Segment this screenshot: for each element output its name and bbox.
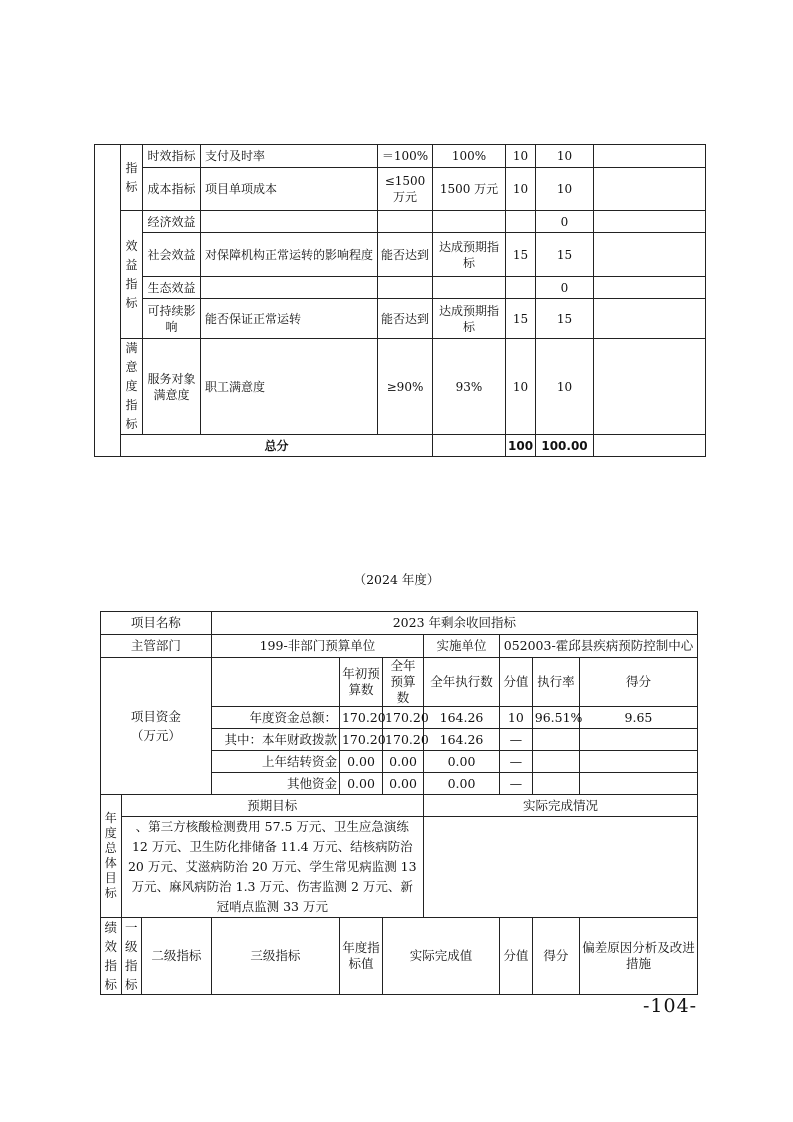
- funds-executed: 164.26: [424, 729, 500, 751]
- funds-label: 项目资金（万元）: [101, 658, 212, 795]
- blank-merged-cell: [95, 145, 121, 457]
- note-cell: [594, 277, 706, 299]
- weight-cell: 15: [506, 233, 536, 277]
- funds-header-blank: [211, 658, 339, 707]
- actual-cell: 达成预期指标: [433, 233, 506, 277]
- level1-benefit-label: 效 益 指 标: [121, 211, 143, 339]
- total-label: 总分: [121, 435, 433, 457]
- funds-rate: 96.51%: [532, 707, 579, 729]
- target-cell: ≤1500万元: [378, 168, 433, 211]
- note-cell: [594, 339, 706, 435]
- note-cell: [594, 145, 706, 168]
- impl-label: 实施单位: [424, 635, 500, 658]
- funds-row-label: 年度资金总额：: [211, 707, 339, 729]
- level1-satisfaction-label: 满 意 度 指 标: [121, 339, 143, 435]
- target-cell: ≥90%: [378, 339, 433, 435]
- note-cell: [594, 211, 706, 233]
- score-cell: 15: [536, 233, 594, 277]
- funds-initial: 0.00: [339, 751, 382, 773]
- project-self-evaluation-table: [100, 611, 698, 995]
- level2-cell: 服务对象满意度: [143, 339, 201, 435]
- funds-initial: 170.20: [339, 707, 382, 729]
- header-executed: 全年执行数: [424, 658, 500, 707]
- header-weight: 分值: [499, 658, 532, 707]
- perf-header-weight: 分值: [499, 918, 532, 995]
- funds-score: 9.65: [579, 707, 697, 729]
- funds-rate: [532, 751, 579, 773]
- weight-cell: 10: [506, 168, 536, 211]
- score-cell: 0: [536, 277, 594, 299]
- level2-cell: 经济效益: [143, 211, 201, 233]
- target-cell: 能否达到: [378, 299, 433, 339]
- perf-label: 绩 效 指 标: [101, 918, 122, 995]
- project-name-label: 项目名称: [101, 612, 212, 635]
- score-cell: 10: [536, 168, 594, 211]
- score-cell: 15: [536, 299, 594, 339]
- score-cell: 10: [536, 339, 594, 435]
- level3-cell: 项目单项成本: [201, 168, 378, 211]
- level2-cell: 时效指标: [143, 145, 201, 168]
- funds-rate: [532, 773, 579, 795]
- level2-cell: 社会效益: [143, 233, 201, 277]
- note-cell: [594, 299, 706, 339]
- header-score: 得分: [579, 658, 697, 707]
- perf-header-analysis: 偏差原因分析及改进措施: [579, 918, 697, 995]
- project-name-value: 2023 年剩余收回指标: [211, 612, 697, 635]
- actual-cell: 93%: [433, 339, 506, 435]
- actual-cell: [433, 277, 506, 299]
- funds-initial: 0.00: [339, 773, 382, 795]
- target-cell: 能否达到: [378, 233, 433, 277]
- actual-status-text: [424, 817, 698, 918]
- expected-goal-text: 、第三方核酸检测费用 57.5 万元、卫生应急演练 12 万元、卫生防化排储备 11.4 万元、结核病防治 20 万元、艾滋病防治 20 万元、学生常见病监测 13 万元、麻风病防治 1.3 万元、伤害监测 2 万元、新冠哨点监测 33 万元: [121, 817, 424, 918]
- perf-header-score: 得分: [532, 918, 579, 995]
- dept-label: 主管部门: [101, 635, 212, 658]
- note-cell: [594, 233, 706, 277]
- target-cell: [378, 211, 433, 233]
- funds-row-label: 其他资金: [211, 773, 339, 795]
- funds-score: [579, 773, 697, 795]
- funds-weight: —: [499, 729, 532, 751]
- funds-weight: —: [499, 773, 532, 795]
- total-weight: 100: [506, 435, 536, 457]
- score-cell: 0: [536, 211, 594, 233]
- weight-cell: 10: [506, 339, 536, 435]
- level3-cell: [201, 211, 378, 233]
- header-exec-rate: 执行率: [532, 658, 579, 707]
- funds-weight: —: [499, 751, 532, 773]
- performance-table-continued: [94, 144, 706, 457]
- total-blank: [433, 435, 506, 457]
- target-cell: [378, 277, 433, 299]
- actual-cell: 达成预期指标: [433, 299, 506, 339]
- funds-full: 170.20: [383, 729, 424, 751]
- actual-cell: 1500 万元: [433, 168, 506, 211]
- header-initial-budget: 年初预算数: [339, 658, 382, 707]
- impl-value: 052003-霍邱县疾病预防控制中心: [499, 635, 697, 658]
- funds-full: 0.00: [383, 751, 424, 773]
- total-note: [594, 435, 706, 457]
- level3-cell: 职工满意度: [201, 339, 378, 435]
- perf-header-actual: 实际完成值: [383, 918, 500, 995]
- perf-header-level2: 二级指标: [142, 918, 212, 995]
- funds-row-label: 上年结转资金: [211, 751, 339, 773]
- actual-status-header: 实际完成情况: [424, 795, 698, 817]
- level2-cell: 成本指标: [143, 168, 201, 211]
- weight-cell: [506, 211, 536, 233]
- perf-header-level3: 三级指标: [211, 918, 339, 995]
- level3-cell: 能否保证正常运转: [201, 299, 378, 339]
- actual-cell: [433, 211, 506, 233]
- funds-executed: 0.00: [424, 773, 500, 795]
- dept-value: 199-非部门预算单位: [211, 635, 423, 658]
- perf-header-target: 年度指标值: [339, 918, 382, 995]
- header-full-budget: 全年预算数: [383, 658, 424, 707]
- level3-cell: 对保障机构正常运转的影响程度: [201, 233, 378, 277]
- funds-executed: 164.26: [424, 707, 500, 729]
- funds-row-label: 其中：本年财政拨款: [211, 729, 339, 751]
- actual-cell: 100%: [433, 145, 506, 168]
- weight-cell: 10: [506, 145, 536, 168]
- perf-header-level1: 一 级 指 标: [121, 918, 142, 995]
- funds-full: 0.00: [383, 773, 424, 795]
- total-score: 100.00: [536, 435, 594, 457]
- score-cell: 10: [536, 145, 594, 168]
- year-caption: （2024 年度）: [353, 572, 440, 587]
- funds-initial: 170.20: [339, 729, 382, 751]
- level2-cell: 生态效益: [143, 277, 201, 299]
- target-cell: ＝100%: [378, 145, 433, 168]
- level1-output-label: 指 标: [121, 145, 143, 211]
- funds-score: [579, 751, 697, 773]
- level3-cell: [201, 277, 378, 299]
- funds-weight: 10: [499, 707, 532, 729]
- page-number: -104-: [643, 995, 698, 1017]
- note-cell: [594, 168, 706, 211]
- funds-score: [579, 729, 697, 751]
- level3-cell: 支付及时率: [201, 145, 378, 168]
- level2-cell: 可持续影响: [143, 299, 201, 339]
- weight-cell: 15: [506, 299, 536, 339]
- weight-cell: [506, 277, 536, 299]
- funds-full: 170.20: [383, 707, 424, 729]
- funds-rate: [532, 729, 579, 751]
- expected-goal-header: 预期目标: [121, 795, 424, 817]
- annual-goal-label: 年 度 总 体 目 标: [101, 795, 122, 918]
- funds-executed: 0.00: [424, 751, 500, 773]
